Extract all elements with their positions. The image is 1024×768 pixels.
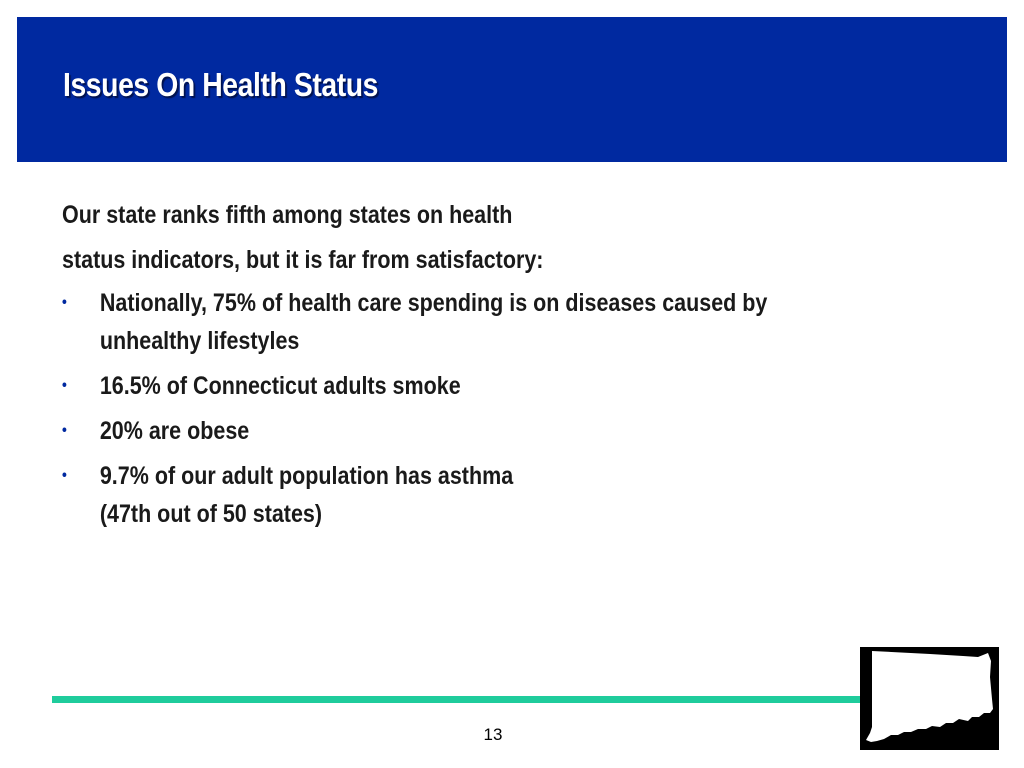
bullet-icon: • bbox=[62, 294, 67, 311]
bullet-icon: • bbox=[62, 377, 67, 394]
bullet-text: 16.5% of Connecticut adults smoke bbox=[99, 372, 461, 400]
bullet-item-spending bbox=[62, 284, 810, 360]
bullet-list bbox=[62, 284, 810, 533]
slide-title: Issues On Health Status bbox=[63, 66, 379, 103]
bullet-icon: • bbox=[62, 422, 67, 439]
bullet-item-obese bbox=[62, 412, 810, 450]
bullet-text: (47th out of 50 states) bbox=[99, 500, 323, 528]
bullet-text: Nationally, 75% of health care spending is on diseases caused by bbox=[99, 289, 768, 317]
bullet-item-asthma bbox=[62, 457, 810, 533]
bullet-text: 9.7% of our adult population has asthma bbox=[99, 462, 514, 490]
bullet-icon: • bbox=[62, 467, 67, 484]
slide-body bbox=[62, 196, 810, 540]
bullet-text: unhealthy lifestyles bbox=[99, 327, 300, 355]
bullet-item-smoke bbox=[62, 367, 810, 405]
intro-line-1: Our state ranks fifth among states on health bbox=[62, 201, 513, 229]
intro-line-2: status indicators, but it is far from satisfactory: bbox=[62, 246, 544, 274]
bullet-text: 20% are obese bbox=[99, 417, 250, 445]
accent-divider bbox=[52, 696, 898, 703]
connecticut-map-icon bbox=[860, 647, 999, 750]
page-number: 13 bbox=[483, 725, 503, 744]
